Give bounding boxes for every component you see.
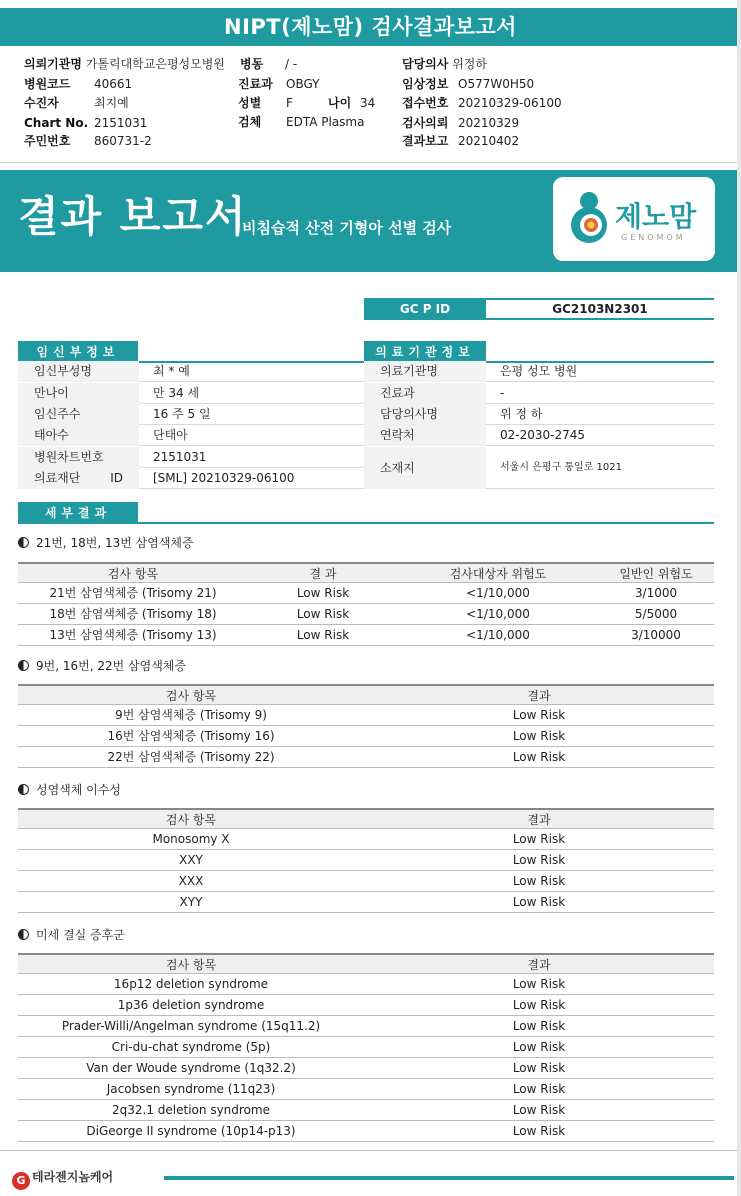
banner-title: 결과 보고서: [18, 192, 248, 241]
pregnant-info-row: [18, 361, 364, 382]
institution-info-value: 위 정 하: [500, 407, 543, 421]
rrn-field: [24, 133, 152, 149]
footer-accent-line: [164, 1176, 734, 1180]
column-header: 검사 항목: [165, 689, 217, 703]
result-table-header: [18, 562, 714, 583]
specimen-field: [238, 114, 364, 130]
institution-info-row: [364, 447, 714, 489]
table-cell: 3/1000: [634, 586, 678, 600]
table-cell: Low Risk: [512, 832, 566, 846]
column-header: 검사 항목: [165, 958, 217, 972]
table-cell: Low Risk: [512, 895, 566, 909]
table-cell: 2q32.1 deletion syndrome: [112, 1103, 270, 1117]
examinee-key: 수진자: [24, 96, 59, 110]
table-cell: Low Risk: [296, 607, 350, 621]
table-row: [18, 850, 714, 871]
ward-key: 병동: [240, 57, 264, 71]
receipt-value: 20210329-06100: [458, 96, 562, 110]
dept-key: 진료과: [238, 77, 273, 91]
company-logo-icon: G: [12, 1172, 30, 1190]
table-cell: <1/10,000: [466, 628, 530, 642]
table-cell: Low Risk: [512, 729, 566, 743]
table-row: [18, 974, 714, 995]
institution-info-row: [364, 383, 714, 404]
receipt-key: 접수번호: [402, 96, 449, 110]
column-header: 검사 항목: [165, 813, 217, 827]
clinical-key: 임상정보: [402, 77, 449, 91]
table-cell: Monosomy X: [152, 832, 230, 846]
pregnant-info-key: 임신주수: [18, 404, 139, 425]
report-value: 20210402: [458, 134, 520, 148]
table-cell: 18번 삼염색체증 (Trisomy 18): [49, 607, 217, 621]
table-cell: <1/10,000: [466, 607, 530, 621]
table-cell: Low Risk: [296, 586, 350, 600]
company-logo: [12, 1168, 113, 1190]
ward-value: / -: [285, 57, 298, 71]
table-row: [18, 1058, 714, 1079]
table-row: [18, 1121, 714, 1142]
result-table: [18, 808, 714, 913]
page-edge: [737, 0, 741, 1196]
table-cell: Low Risk: [512, 998, 566, 1012]
pregnant-info-value: 만 34 세: [153, 386, 200, 400]
pregnant-info-key: 임신부성명: [18, 361, 139, 382]
half-circle-icon: [18, 929, 29, 940]
examinee-field: [24, 95, 129, 111]
table-cell: Jacobsen syndrome (11q23): [106, 1082, 276, 1096]
genomom-logo-icon: [567, 189, 611, 249]
pregnant-info-row: [18, 425, 364, 446]
tab-institution-info: 의료기관정보: [364, 341, 486, 363]
table-row: [18, 747, 714, 768]
pregnant-info-key: 태아수: [18, 425, 139, 446]
table-cell: XXX: [178, 874, 204, 888]
half-circle-icon: [18, 784, 29, 795]
logo-text: 제노맘: [615, 200, 697, 233]
ward-field: [240, 56, 297, 72]
gcpid-label: GC P ID: [364, 298, 486, 320]
table-cell: 3/10000: [631, 628, 681, 642]
dept-value: OBGY: [286, 77, 320, 91]
table-cell: Cri-du-chat syndrome (5p): [111, 1040, 271, 1054]
table-row: [18, 604, 714, 625]
table-cell: 13번 삼염색체증 (Trisomy 13): [49, 628, 217, 642]
column-header: 결 과: [309, 567, 337, 581]
result-table-header: [18, 953, 714, 974]
result-table: [18, 562, 714, 646]
banner-subtitle: 비침습적 산전 기형아 선별 검사: [242, 219, 452, 237]
genomom-logo: [553, 177, 715, 261]
institution-value: 가톨릭대학교은평성모병원: [85, 57, 225, 71]
table-cell: Low Risk: [512, 1019, 566, 1033]
pregnant-info-row: [18, 383, 364, 404]
age-field: [328, 95, 375, 111]
table-row: [18, 1016, 714, 1037]
section-title-text: 9번, 16번, 22번 삼염색체증: [36, 659, 186, 673]
table-cell: 22번 삼염색체증 (Trisomy 22): [107, 750, 275, 764]
sex-field: [238, 95, 293, 111]
chart-key: Chart No.: [24, 116, 89, 130]
table-row: [18, 705, 714, 726]
pregnant-info-row: [18, 447, 364, 468]
request-key: 검사의뢰: [402, 116, 449, 130]
table-cell: Van der Woude syndrome (1q32.2): [86, 1061, 296, 1075]
table-cell: Low Risk: [512, 853, 566, 867]
table-row: [18, 871, 714, 892]
institution-info-row: [364, 404, 714, 425]
table-cell: 5/5000: [634, 607, 678, 621]
section-title-text: 성염색체 이수성: [36, 783, 121, 797]
institution-info-value: 은평 성모 병원: [500, 364, 578, 378]
result-table-header: [18, 684, 714, 705]
table-cell: 9번 삼염색체증 (Trisomy 9): [115, 708, 267, 722]
company-name: 테라젠지놈케어: [32, 1170, 114, 1184]
logo-subtext: GENOMOM: [621, 233, 686, 242]
chart-value: 2151031: [94, 116, 148, 130]
institution-info-key: 의료기관명: [364, 361, 486, 382]
pregnant-info-key: 의료재단 ID: [18, 468, 139, 489]
institution-field: [24, 56, 225, 72]
examinee-value: 최지예: [94, 96, 129, 110]
table-cell: Low Risk: [512, 1082, 566, 1096]
table-row: [18, 829, 714, 850]
table-row: [18, 1079, 714, 1100]
institution-info-row: [364, 425, 714, 446]
table-row: [18, 726, 714, 747]
institution-info-key: 연락처: [364, 425, 486, 446]
section-title: [18, 927, 125, 943]
age-key: 나이: [328, 96, 352, 110]
pregnant-info-row: [18, 468, 364, 489]
age-value: 34: [360, 96, 376, 110]
half-circle-icon: [18, 537, 29, 548]
column-header: 결과: [527, 813, 551, 827]
doctor-field: [402, 56, 487, 72]
institution-info-value: 서울시 은평구 통일로 1021: [500, 462, 622, 473]
table-cell: Low Risk: [512, 1103, 566, 1117]
table-cell: Low Risk: [512, 1040, 566, 1054]
institution-info-value: -: [500, 386, 505, 400]
table-cell: Low Risk: [512, 1124, 566, 1138]
pregnant-info-row: [18, 404, 364, 425]
table-row: [18, 1037, 714, 1058]
clinical-value: O577W0H50: [458, 77, 535, 91]
institution-key: 의뢰기관명: [24, 57, 82, 71]
result-table: [18, 953, 714, 1142]
table-cell: Prader-Willi/Angelman syndrome (15q11.2): [61, 1019, 321, 1033]
specimen-key: 검체: [238, 115, 262, 129]
pregnant-info-value: 16 주 5 일: [153, 407, 211, 421]
institution-info-key: 진료과: [364, 383, 486, 404]
footer: [0, 1160, 741, 1196]
section-title: [18, 535, 194, 551]
rrn-key: 주민번호: [24, 134, 71, 148]
column-header: 검사 항목: [107, 567, 159, 581]
header-info-block: [0, 46, 741, 163]
pregnant-info-value: 2151031: [153, 450, 207, 464]
table-cell: DiGeorge II syndrome (10p14-p13): [86, 1124, 296, 1138]
dept-field: [238, 76, 320, 92]
table-cell: Low Risk: [512, 750, 566, 764]
result-table-header: [18, 808, 714, 829]
section-title: [18, 782, 121, 798]
rrn-value: 860731-2: [94, 134, 152, 148]
column-header: 검사대상자 위험도: [449, 567, 547, 581]
table-cell: Low Risk: [512, 977, 566, 991]
pregnant-info-value: 단태아: [153, 428, 188, 442]
sex-value: F: [286, 96, 293, 110]
pregnant-info-value: [SML] 20210329-06100: [153, 471, 295, 485]
column-header: 결과: [527, 689, 551, 703]
table-row: [18, 995, 714, 1016]
table-row: [18, 583, 714, 604]
table-cell: Low Risk: [512, 1061, 566, 1075]
institution-info-key: 담당의사명: [364, 404, 486, 425]
table-cell: 16p12 deletion syndrome: [113, 977, 269, 991]
footer-divider: [0, 1150, 741, 1151]
table-cell: Low Risk: [512, 708, 566, 722]
institution-info-row: [364, 361, 714, 382]
gcpid-value: GC2103N2301: [486, 298, 714, 320]
table-cell: Low Risk: [296, 628, 350, 642]
clinical-field: [402, 76, 534, 92]
result-table: [18, 684, 714, 768]
section-title: [18, 658, 186, 674]
table-cell: Low Risk: [512, 874, 566, 888]
pregnant-info-key: 만나이: [18, 383, 139, 404]
specimen-value: EDTA Plasma: [286, 115, 365, 129]
report-title: NIPT(제노맘) 검사결과보고서: [0, 8, 741, 46]
chart-field: [24, 115, 147, 131]
hospital-code-field: [24, 76, 132, 92]
table-cell: XXY: [179, 853, 203, 867]
report-field: [402, 133, 519, 149]
doctor-key: 담당의사: [402, 57, 449, 71]
doctor-value: 위정하: [452, 57, 487, 71]
table-cell: XYY: [179, 895, 203, 909]
half-circle-icon: [18, 660, 29, 671]
detail-results-divider: [18, 522, 714, 524]
tab-detail-results: 세부결과: [18, 502, 138, 524]
table-row: [18, 1100, 714, 1121]
table-cell: 16번 삼염색체증 (Trisomy 16): [107, 729, 275, 743]
request-field: [402, 115, 519, 131]
column-header: 결과: [527, 958, 551, 972]
institution-info-key: 소재지: [364, 447, 486, 489]
column-header: 일반인 위험도: [619, 567, 693, 581]
pregnant-info-value: 최 * 예: [153, 364, 190, 378]
report-key: 결과보고: [402, 134, 449, 148]
pregnant-info-key: 병원차트번호: [18, 447, 139, 468]
hospital-code-value: 40661: [94, 77, 133, 91]
table-cell: 1p36 deletion syndrome: [117, 998, 265, 1012]
table-row: [18, 892, 714, 913]
tab-pregnant-info: 임신부정보: [18, 341, 138, 363]
table-cell: 21번 삼염색체증 (Trisomy 21): [49, 586, 217, 600]
section-title-text: 미세 결실 증후군: [36, 928, 125, 942]
section-title-text: 21번, 18번, 13번 삼염색체증: [36, 536, 194, 550]
receipt-field: [402, 95, 562, 111]
sex-key: 성별: [238, 96, 262, 110]
hospital-code-key: 병원코드: [24, 77, 71, 91]
table-cell: <1/10,000: [466, 586, 530, 600]
request-value: 20210329: [458, 116, 520, 130]
table-row: [18, 625, 714, 646]
institution-info-value: 02-2030-2745: [500, 428, 586, 442]
